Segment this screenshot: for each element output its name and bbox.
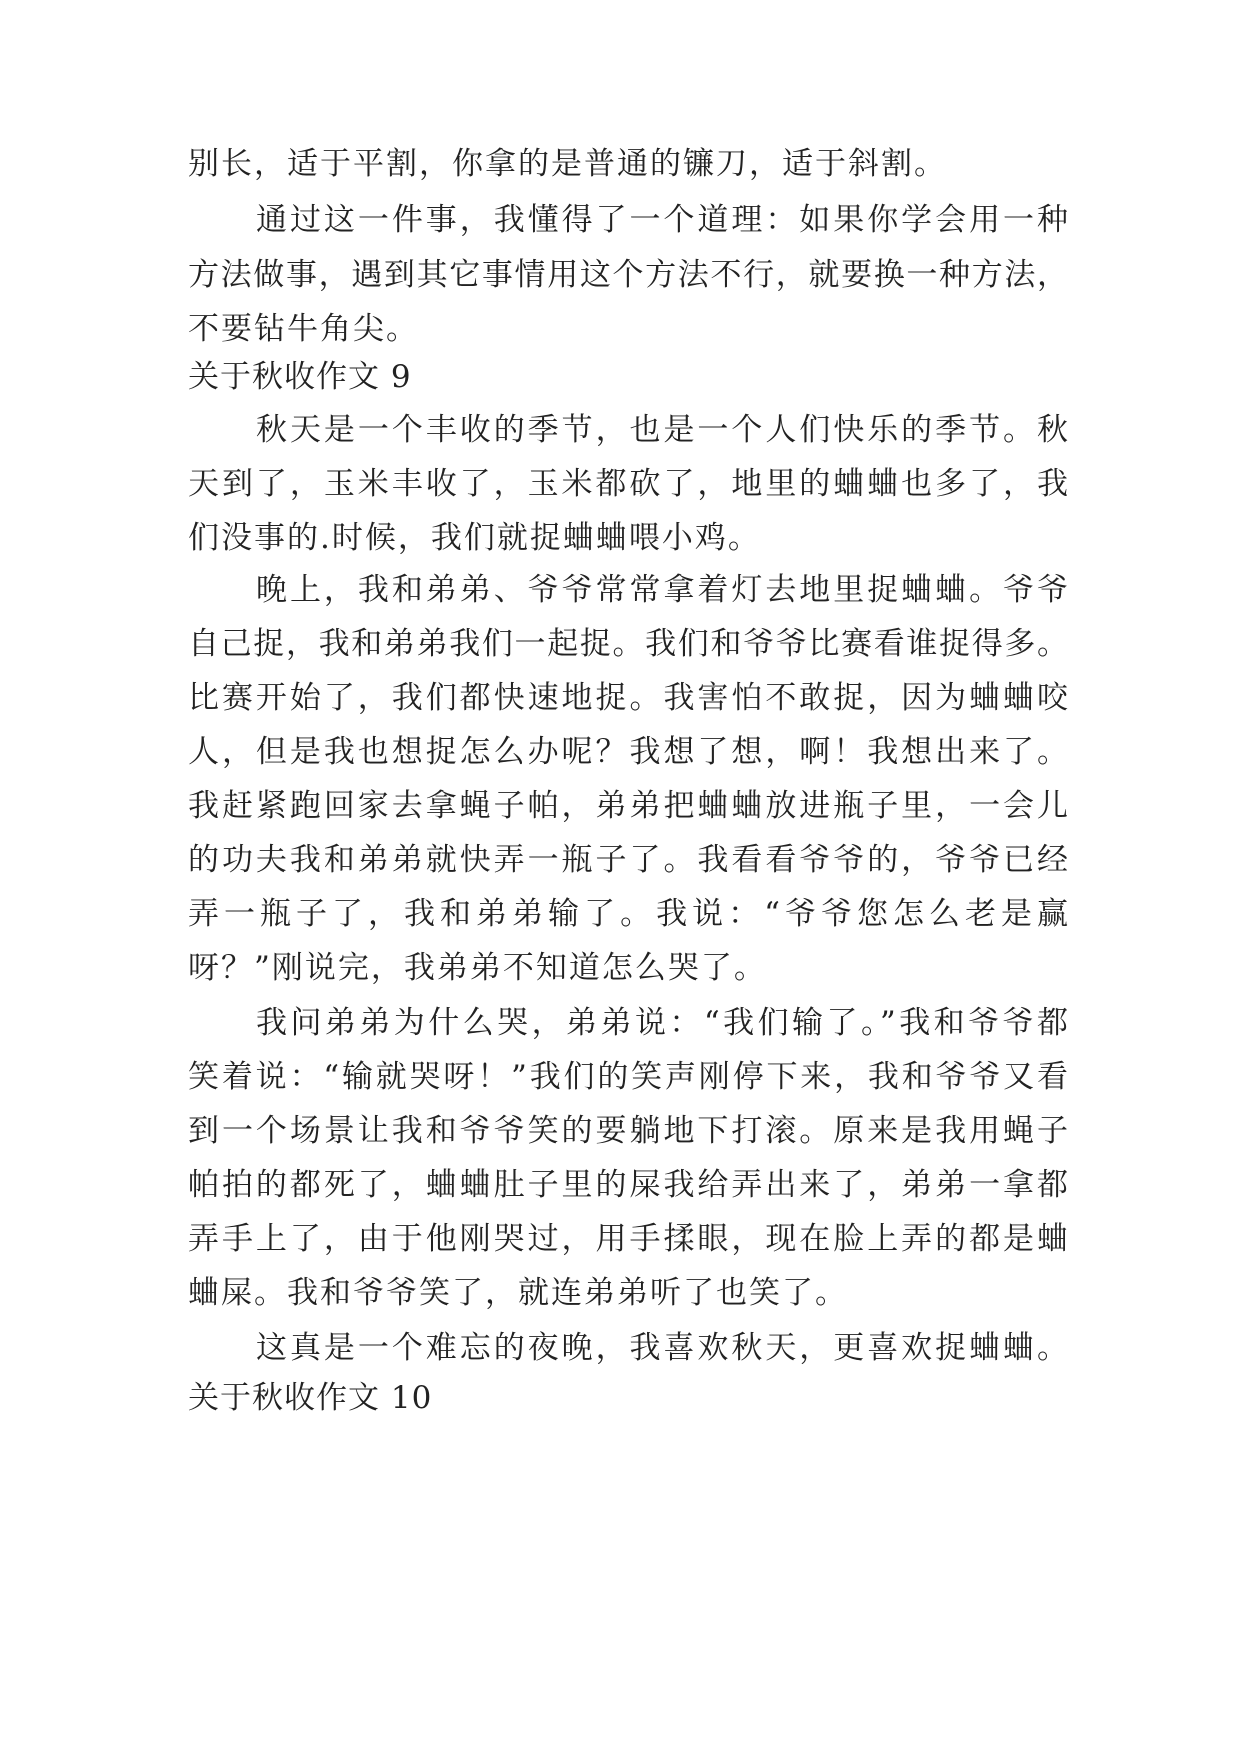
text-line: 别长，适于平割，你拿的是普通的镰刀，适于斜割。: [188, 146, 947, 182]
text-line: 弄手上了，由于他刚哭过，用手揉眼，现在脸上弄的都是蛐: [188, 1221, 1068, 1257]
section-heading: 关于秋收作文 9: [188, 359, 412, 395]
paragraph-line: 通过这一件事，我懂得了一个道理：如果你学会用一种: [256, 202, 1068, 238]
text-line: 笑着说：“输就哭呀！”我们的笑声刚停下来，我和爷爷又看: [188, 1059, 1068, 1095]
text-line: 人，但是我也想捉怎么办呢？我想了想，啊！我想出来了。: [188, 734, 1068, 770]
text-line: 不要钻牛角尖。: [188, 311, 419, 347]
text-line: 帕拍的都死了，蛐蛐肚子里的屎我给弄出来了，弟弟一拿都: [188, 1167, 1068, 1203]
text-line: 蛐屎。我和爷爷笑了，就连弟弟听了也笑了。: [188, 1275, 848, 1311]
paragraph-line: 我问弟弟为什么哭，弟弟说：“我们输了。”我和爷爷都: [256, 1005, 1068, 1041]
paragraph-line: 晚上，我和弟弟、爷爷常常拿着灯去地里捉蛐蛐。爷爷: [256, 572, 1068, 608]
text-line: 弄一瓶子了，我和弟弟输了。我说：“爷爷您怎么老是赢: [188, 896, 1068, 932]
text-line: 们没事的.时候，我们就捉蛐蛐喂小鸡。: [188, 520, 761, 556]
text-line: 天到了，玉米丰收了，玉米都砍了，地里的蛐蛐也多了，我: [188, 466, 1068, 502]
paragraph-line: 这真是一个难忘的夜晚，我喜欢秋天，更喜欢捉蛐蛐。: [256, 1330, 1068, 1366]
text-line: 比赛开始了，我们都快速地捉。我害怕不敢捉，因为蛐蛐咬: [188, 680, 1068, 716]
text-line: 方法做事，遇到其它事情用这个方法不行，就要换一种方法，: [188, 257, 1068, 293]
text-line: 我赶紧跑回家去拿蝇子帕，弟弟把蛐蛐放进瓶子里，一会儿: [188, 788, 1068, 824]
text-line: 呀？”刚说完，我弟弟不知道怎么哭了。: [188, 950, 767, 986]
text-line: 的功夫我和弟弟就快弄一瓶子了。我看看爷爷的，爷爷已经: [188, 842, 1068, 878]
section-heading: 关于秋收作文 10: [188, 1380, 433, 1416]
text-line: 自己捉，我和弟弟我们一起捉。我们和爷爷比赛看谁捉得多。: [188, 626, 1068, 662]
text-line: 到一个场景让我和爷爷笑的要躺地下打滚。原来是我用蝇子: [188, 1113, 1068, 1149]
paragraph-line: 秋天是一个丰收的季节，也是一个人们快乐的季节。秋: [256, 412, 1068, 448]
